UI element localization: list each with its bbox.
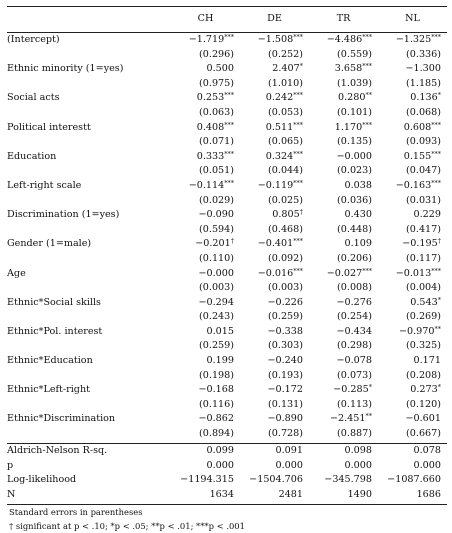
standard-error-cell-de: (0.092) [268, 252, 303, 264]
stat-value-tr: 0.098 [344, 445, 372, 456]
standard-error-row [7, 281, 447, 296]
coefficient-cell-nl [378, 354, 447, 369]
standard-error-cell-de: (0.728) [268, 428, 303, 440]
coefficient-row [7, 33, 447, 48]
significance-marker: *** [431, 120, 441, 129]
coefficient-row [7, 150, 447, 165]
model-stats-table [7, 444, 447, 502]
column-header-de: DE [267, 13, 282, 24]
coefficient-value: 0.038 [344, 179, 372, 191]
significance-marker: *** [293, 33, 303, 41]
coefficient-cell-nl [378, 62, 447, 77]
standard-error-cell-de: (0.468) [268, 223, 303, 235]
significance-marker: ** [434, 324, 441, 333]
coefficient-cell-tr [309, 296, 378, 311]
standard-error-cell-de: (0.193) [268, 369, 303, 381]
standard-error-cell-ch: (0.029) [199, 194, 234, 206]
coefficient-value: −2.451 [329, 413, 366, 425]
coefficient-cell-tr [309, 354, 378, 369]
standard-error-cell-de: (0.131) [268, 398, 303, 410]
coefficient-value: −0.338 [267, 325, 303, 337]
significance-marker: *** [362, 266, 372, 275]
coefficient-value: −0.172 [267, 384, 303, 396]
row-label-blank [7, 369, 171, 384]
coefficient-cell-nl [378, 179, 447, 194]
model-stat-row [7, 488, 447, 503]
standard-error-cell-de: (0.259) [268, 311, 303, 323]
coefficient-cell-ch [171, 412, 240, 427]
row-label: Ethnic*Pol. interest [7, 325, 103, 337]
coefficient-cell-ch [171, 62, 240, 77]
coefficient-cell-nl [378, 296, 447, 311]
standard-error-cell-nl: (0.667) [406, 428, 441, 440]
standard-error-cell-nl: (0.417) [406, 223, 441, 235]
standard-error-cell-de: (0.065) [268, 136, 303, 148]
coefficient-value: −0.119 [257, 179, 294, 191]
row-label-blank [7, 48, 171, 63]
standard-error-cell-nl: (0.120) [406, 398, 441, 410]
row-label: Education [7, 150, 57, 162]
table-note-significance: † significant at p < .10; *p < .05; **p < .01; ***p < .001 [9, 521, 245, 531]
stat-value-ch: 0.099 [206, 445, 234, 456]
standard-error-cell-nl: (0.269) [406, 311, 441, 323]
significance-marker: *** [362, 62, 372, 71]
standard-error-row [7, 106, 447, 121]
model-stat-row [7, 473, 447, 488]
coefficient-row [7, 296, 447, 311]
row-label: Ethnic*Discrimination [7, 413, 116, 425]
coefficient-cell-de [240, 383, 309, 398]
standard-error-cell-tr: (1.039) [337, 77, 372, 89]
standard-error-row [7, 427, 447, 442]
standard-error-cell-ch: (0.594) [199, 223, 234, 235]
model-stats-body [7, 444, 447, 502]
coefficient-cell-tr [309, 62, 378, 77]
coefficient-value: 0.242 [265, 92, 294, 104]
standard-error-row [7, 339, 447, 354]
significance-marker: *** [431, 33, 441, 41]
stat-value-nl: 1686 [416, 488, 441, 500]
row-label: Social acts [7, 92, 60, 104]
coefficient-cell-ch [171, 296, 240, 311]
coefficient-cell-tr [309, 91, 378, 106]
standard-error-cell-ch: (0.116) [199, 398, 234, 410]
coefficient-value: 0.229 [413, 209, 441, 221]
coefficient-value: −0.016 [257, 267, 294, 279]
coefficient-cell-tr [309, 412, 378, 427]
standard-error-cell-tr: (0.135) [337, 136, 372, 148]
coefficient-value: −0.195 [402, 238, 438, 250]
coefficient-value: 2.407 [272, 63, 300, 75]
coefficient-cell-ch [171, 325, 240, 340]
row-label: Ethnic*Education [7, 355, 93, 367]
standard-error-cell-nl: (0.336) [406, 48, 441, 60]
standard-error-cell-ch: (0.063) [199, 106, 234, 118]
standard-error-cell-tr: (0.887) [337, 428, 372, 440]
coefficient-cell-ch [171, 121, 240, 136]
coefficient-value: 0.253 [196, 92, 225, 104]
standard-error-cell-de: (0.003) [268, 282, 303, 294]
standard-error-cell-tr: (0.008) [337, 282, 372, 294]
significance-marker: *** [431, 178, 441, 187]
standard-error-row [7, 77, 447, 92]
coefficient-cell-nl [378, 150, 447, 165]
significance-marker: † [437, 237, 441, 246]
coefficient-value: 0.408 [196, 121, 225, 133]
row-label: Age [7, 267, 26, 279]
column-header-ch: CH [197, 13, 214, 24]
coefficient-value: 0.273 [410, 384, 438, 396]
standard-error-cell-de: (0.053) [268, 106, 303, 118]
standard-error-cell-nl: (0.208) [406, 369, 441, 381]
significance-marker: *** [431, 149, 441, 158]
row-label-blank [7, 252, 171, 267]
significance-marker: *** [224, 33, 234, 41]
standard-error-row [7, 310, 447, 325]
row-label: Gender (1=male) [7, 238, 92, 250]
coefficient-value: 0.430 [344, 209, 372, 221]
coefficient-row [7, 62, 447, 77]
coefficient-value: 0.199 [206, 355, 234, 367]
coefficient-cell-ch [171, 267, 240, 282]
significance-marker: * [437, 383, 441, 392]
significance-marker: *** [224, 149, 234, 158]
coefficient-cell-de [240, 296, 309, 311]
coefficient-cell-de [240, 150, 309, 165]
stat-value-nl: 0.078 [413, 445, 441, 456]
row-label: Ethnic minority (1=yes) [7, 63, 124, 75]
coefficient-cell-tr [309, 150, 378, 165]
coefficient-cell-nl [378, 412, 447, 427]
coefficient-cell-tr [309, 325, 378, 340]
model-stat-row [7, 444, 447, 459]
coefficient-row [7, 354, 447, 369]
coefficient-cell-de [240, 208, 309, 223]
significance-marker: *** [224, 91, 234, 100]
coefficient-value: −0.240 [267, 355, 303, 367]
row-label-blank [7, 339, 171, 354]
standard-error-row [7, 223, 447, 238]
coefficients-body [7, 33, 447, 442]
coefficient-cell-de [240, 179, 309, 194]
row-label: Discrimination (1=yes) [7, 209, 120, 221]
coefficient-cell-ch [171, 208, 240, 223]
coefficient-cell-nl [378, 237, 447, 252]
row-label-blank [7, 223, 171, 238]
coefficient-row [7, 208, 447, 223]
coefficient-value: 0.324 [265, 150, 294, 162]
coefficient-cell-de [240, 91, 309, 106]
coefficient-row [7, 121, 447, 136]
coefficient-value: −1.325 [395, 34, 432, 45]
coefficient-value: −0.201 [195, 238, 231, 250]
coefficient-row [7, 91, 447, 106]
coefficient-value: −0.000 [198, 267, 234, 279]
coefficient-value: −0.294 [198, 296, 234, 308]
significance-marker: *** [293, 237, 303, 246]
standard-error-cell-ch: (0.110) [199, 252, 234, 264]
coefficient-cell-ch [171, 383, 240, 398]
coefficient-cell-de [240, 354, 309, 369]
standard-error-row [7, 398, 447, 413]
coefficient-value: −4.486 [326, 34, 363, 45]
stat-value-de: 2481 [278, 488, 303, 500]
coefficient-row [7, 267, 447, 282]
coefficient-value: −0.434 [336, 325, 372, 337]
coefficient-value: −0.862 [198, 413, 234, 425]
coefficient-value: 0.511 [265, 121, 294, 133]
significance-marker: † [299, 208, 303, 217]
coefficient-cell-de [240, 267, 309, 282]
coefficient-cell-de [240, 237, 309, 252]
coefficient-value: −0.401 [257, 238, 294, 250]
coefficient-value: 0.155 [403, 150, 432, 162]
bottom-rule [7, 504, 447, 505]
significance-marker: ** [365, 91, 372, 100]
standard-error-cell-tr: (0.559) [337, 48, 372, 60]
stat-label: p [7, 459, 14, 471]
coefficient-value: 0.500 [206, 63, 234, 75]
coefficient-cell-nl [378, 383, 447, 398]
coefficient-row [7, 179, 447, 194]
row-label-blank [7, 310, 171, 325]
significance-marker: *** [293, 120, 303, 129]
significance-marker: *** [293, 149, 303, 158]
standard-error-cell-tr: (0.254) [337, 311, 372, 323]
standard-error-cell-nl: (0.004) [406, 282, 441, 294]
stat-value-de: 0.000 [275, 459, 303, 471]
standard-error-cell-ch: (0.071) [199, 136, 234, 148]
coefficient-cell-ch [171, 179, 240, 194]
standard-error-cell-de: (1.010) [268, 77, 303, 89]
standard-error-cell-tr: (0.036) [337, 194, 372, 206]
standard-error-cell-ch: (0.051) [199, 165, 234, 177]
coefficient-cell-nl [378, 267, 447, 282]
stat-value-tr: 1490 [347, 488, 372, 500]
standard-error-row [7, 369, 447, 384]
standard-error-row [7, 194, 447, 209]
coefficient-cell-de [240, 62, 309, 77]
standard-error-cell-tr: (0.206) [337, 252, 372, 264]
standard-error-cell-tr: (0.113) [337, 398, 372, 410]
coefficient-value: −0.000 [336, 150, 372, 162]
column-header-tr: TR [336, 13, 351, 24]
coefficient-value: −0.078 [336, 355, 372, 367]
significance-marker: *** [431, 266, 441, 275]
coefficient-value: −0.890 [267, 413, 303, 425]
standard-error-cell-de: (0.025) [268, 194, 303, 206]
top-rule [7, 6, 447, 7]
row-label-blank [7, 135, 171, 150]
row-label-blank [7, 106, 171, 121]
coefficient-cell-nl [378, 91, 447, 106]
stat-value-tr: −345.798 [324, 474, 372, 486]
significance-marker: * [368, 383, 372, 392]
coefficient-cell-tr [309, 237, 378, 252]
coefficient-value: 3.658 [334, 63, 363, 75]
coefficient-cell-nl [378, 325, 447, 340]
standard-error-cell-nl: (0.093) [406, 136, 441, 148]
row-label-blank [7, 281, 171, 296]
significance-marker: *** [224, 178, 234, 187]
significance-marker: *** [293, 91, 303, 100]
coefficient-value: 0.171 [413, 355, 441, 367]
significance-marker: ** [365, 412, 372, 421]
coefficient-value: 0.280 [338, 92, 366, 104]
coefficient-cell-tr [309, 179, 378, 194]
coefficient-value: −0.114 [188, 179, 225, 191]
coefficient-cell-tr [309, 33, 378, 48]
row-label: (Intercept) [7, 34, 60, 45]
coefficient-value: −0.027 [326, 267, 363, 279]
coefficient-row [7, 237, 447, 252]
row-label-blank [7, 164, 171, 179]
standard-error-cell-nl: (0.031) [406, 194, 441, 206]
stat-value-ch: 1634 [209, 488, 234, 500]
coefficient-value: −1.300 [405, 63, 441, 75]
row-label: Ethnic*Social skills [7, 296, 101, 308]
header-row [7, 12, 447, 27]
coefficient-value: −0.013 [395, 267, 432, 279]
standard-error-cell-ch: (0.975) [199, 77, 234, 89]
standard-error-cell-tr: (0.298) [337, 340, 372, 352]
header-blank [7, 12, 171, 27]
coefficient-cell-de [240, 121, 309, 136]
coefficients-table [7, 33, 447, 442]
stat-value-de: −1504.706 [249, 474, 303, 486]
significance-marker: * [437, 91, 441, 100]
standard-error-row [7, 48, 447, 63]
significance-marker: † [230, 237, 234, 246]
standard-error-row [7, 164, 447, 179]
coefficient-cell-de [240, 412, 309, 427]
standard-error-cell-ch: (0.259) [199, 340, 234, 352]
standard-error-cell-de: (0.044) [268, 165, 303, 177]
coefficient-value: 0.543 [410, 296, 438, 308]
coefficient-value: −1.508 [257, 34, 294, 45]
model-stat-row [7, 459, 447, 474]
coefficient-cell-ch [171, 91, 240, 106]
coefficient-cell-tr [309, 267, 378, 282]
coefficient-cell-ch [171, 354, 240, 369]
coefficient-value: 0.015 [206, 325, 234, 337]
coefficient-value: 0.333 [196, 150, 225, 162]
coefficient-row [7, 383, 447, 398]
significance-marker: *** [293, 266, 303, 275]
standard-error-cell-tr: (0.023) [337, 165, 372, 177]
stat-value-tr: 0.000 [344, 459, 372, 471]
coefficient-cell-de [240, 33, 309, 48]
row-label-blank [7, 398, 171, 413]
standard-error-cell-nl: (0.325) [406, 340, 441, 352]
coefficient-value: −1.719 [188, 34, 225, 45]
standard-error-cell-nl: (0.047) [406, 165, 441, 177]
coefficient-cell-nl [378, 208, 447, 223]
coefficient-value: 1.170 [334, 121, 363, 133]
coefficient-row [7, 325, 447, 340]
coefficient-value: −0.168 [198, 384, 234, 396]
significance-marker: * [437, 295, 441, 304]
coefficient-cell-ch [171, 237, 240, 252]
significance-marker: * [299, 62, 303, 71]
coefficient-cell-tr [309, 208, 378, 223]
coefficient-value: 0.608 [403, 121, 432, 133]
standard-error-cell-de: (0.252) [268, 48, 303, 60]
standard-error-cell-ch: (0.243) [199, 311, 234, 323]
stat-value-nl: −1087.660 [387, 474, 441, 486]
standard-error-cell-tr: (0.448) [337, 223, 372, 235]
stat-value-nl: 0.000 [413, 459, 441, 471]
standard-error-cell-ch: (0.003) [199, 282, 234, 294]
coefficient-cell-tr [309, 383, 378, 398]
coefficient-value: 0.136 [410, 92, 438, 104]
coefficient-cell-ch [171, 150, 240, 165]
table-header [7, 12, 447, 27]
coefficient-value: 0.805 [272, 209, 300, 221]
coefficient-cell-tr [309, 121, 378, 136]
standard-error-cell-nl: (0.068) [406, 106, 441, 118]
row-label-blank [7, 77, 171, 92]
coefficient-value: −0.285 [333, 384, 369, 396]
significance-marker: *** [362, 33, 372, 41]
coefficient-row [7, 412, 447, 427]
standard-error-cell-tr: (0.101) [337, 106, 372, 118]
coefficient-value: −0.163 [395, 179, 432, 191]
coefficient-cell-nl [378, 121, 447, 136]
standard-error-row [7, 135, 447, 150]
coefficient-cell-nl [378, 33, 447, 48]
stat-value-ch: 0.000 [206, 459, 234, 471]
stat-label: Aldrich-Nelson R-sq. [7, 445, 108, 456]
coefficient-value: −0.226 [267, 296, 303, 308]
row-label-blank [7, 194, 171, 209]
coefficient-cell-de [240, 325, 309, 340]
standard-error-cell-de: (0.303) [268, 340, 303, 352]
standard-error-cell-tr: (0.073) [337, 369, 372, 381]
stat-value-ch: −1194.315 [180, 474, 234, 486]
standard-error-cell-nl: (0.117) [406, 252, 441, 264]
coefficient-value: 0.109 [344, 238, 372, 250]
column-header-nl: NL [405, 13, 420, 24]
row-label-blank [7, 427, 171, 442]
table-note-standard-errors: Standard errors in parentheses [9, 507, 143, 517]
coefficient-value: −0.601 [405, 413, 441, 425]
stat-label: Log-likelihood [7, 474, 77, 486]
standard-error-cell-ch: (0.296) [199, 48, 234, 60]
row-label: Left-right scale [7, 179, 82, 191]
row-label: Ethnic*Left-right [7, 384, 90, 396]
standard-error-cell-ch: (0.894) [199, 428, 234, 440]
significance-marker: *** [362, 120, 372, 129]
coefficient-value: −0.090 [198, 209, 234, 221]
row-label: Political interestt [7, 121, 91, 133]
coefficient-value: −0.970 [398, 325, 435, 337]
significance-marker: *** [293, 178, 303, 187]
stat-value-de: 0.091 [275, 445, 303, 456]
coefficient-cell-ch [171, 33, 240, 48]
significance-marker: *** [224, 120, 234, 129]
standard-error-cell-ch: (0.198) [199, 369, 234, 381]
standard-error-row [7, 252, 447, 267]
coefficient-value: −0.276 [336, 296, 372, 308]
standard-error-cell-nl: (1.185) [406, 77, 441, 89]
stat-label: N [7, 488, 16, 500]
